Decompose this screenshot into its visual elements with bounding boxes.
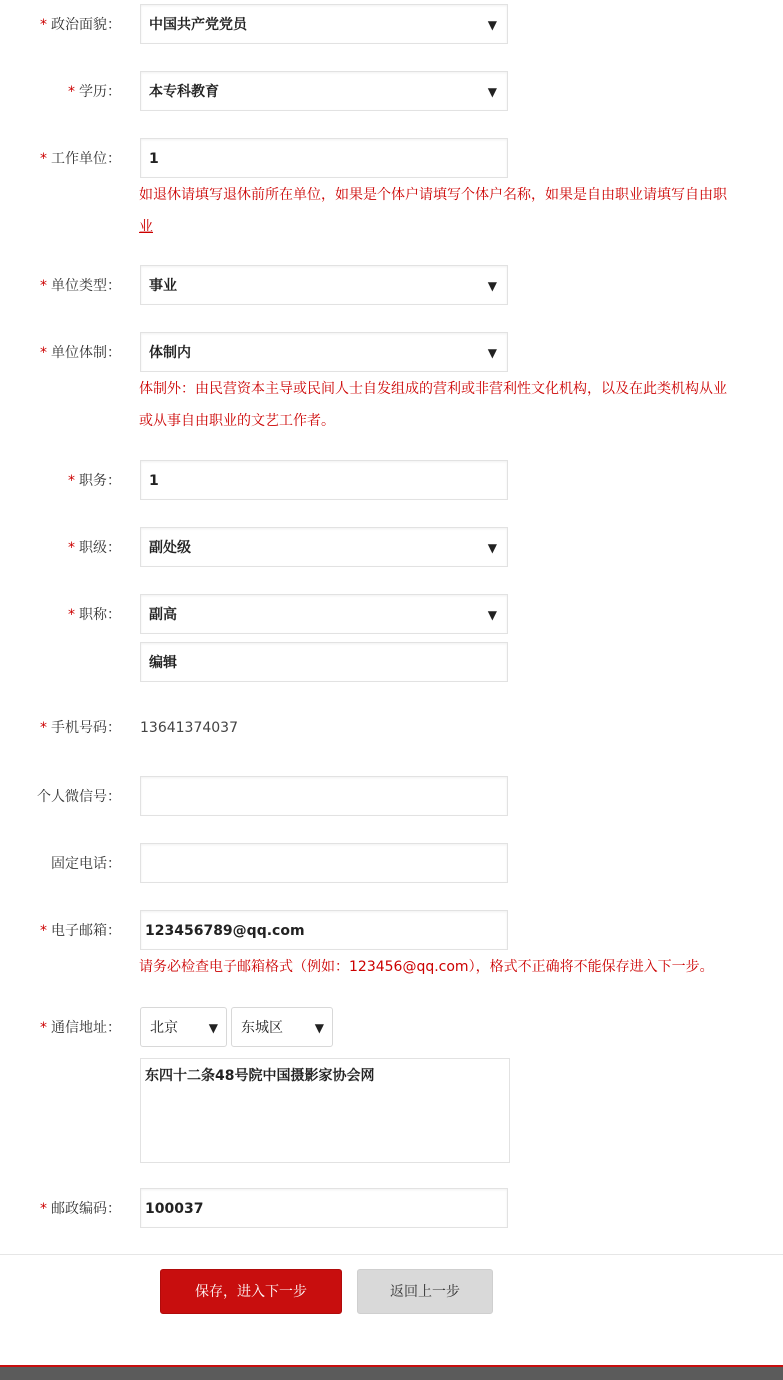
required-mark: * [40,17,47,33]
dropdown-arrow-icon: ▼ [487,85,497,99]
landline-label: 固定电话： [51,856,121,872]
dropdown-arrow-icon: ▼ [487,18,497,32]
footer-bar [0,1365,783,1380]
position-input[interactable]: 1 [140,460,508,500]
rank-label: * 职级： [68,540,121,556]
education-select[interactable]: 本专科教育 ▼ [140,71,508,111]
rank-select[interactable]: 副处级 ▼ [140,527,508,567]
title-select[interactable]: 副高 ▼ [140,594,508,634]
back-button[interactable]: 返回上一步 [357,1269,493,1314]
email-hint: 请务必检查电子邮箱格式（例如：123456@qq.com），格式不正确将不能保存进入下一步。 [139,959,714,975]
postcode-label: * 邮政编码： [40,1201,121,1217]
district-select[interactable]: 东城区 ▼ [231,1007,333,1047]
political-label: * 政治面貌： [40,17,121,33]
email-input[interactable]: 123456789@qq.com [140,910,508,950]
mobile-value: 13641374037 [140,720,238,736]
dropdown-arrow-icon: ▼ [487,279,497,293]
education-label: * 学历： [68,84,121,100]
title-label: * 职称： [68,607,121,623]
political-select[interactable]: 中国共产党党员 ▼ [140,4,508,44]
wechat-input[interactable] [140,776,508,816]
dropdown-arrow-icon: ▼ [314,1021,324,1035]
divider [0,1254,783,1255]
workplace-hint: 如退休请填写退休前所在单位，如果是个体户请填写个体户名称，如果是自由职业请填写自由职 业 [139,187,727,235]
unit-system-label: * 单位体制： [40,345,121,361]
position-label: * 职务： [68,473,121,489]
address-label: * 通信地址： [40,1020,121,1036]
postcode-input[interactable]: 100037 [140,1188,508,1228]
unit-system-select[interactable]: 体制内 ▼ [140,332,508,372]
address-detail-textarea[interactable]: 东四十二条48号院中国摄影家协会网 [140,1058,510,1163]
dropdown-arrow-icon: ▼ [487,608,497,622]
unit-type-label: * 单位类型： [40,278,121,294]
email-label: * 电子邮箱： [40,923,121,939]
unit-type-select[interactable]: 事业 ▼ [140,265,508,305]
workplace-input[interactable]: 1 [140,138,508,178]
dropdown-arrow-icon: ▼ [487,346,497,360]
dropdown-arrow-icon: ▼ [208,1021,218,1035]
save-next-button[interactable]: 保存，进入下一步 [160,1269,342,1314]
mobile-label: * 手机号码： [40,720,121,736]
landline-input[interactable] [140,843,508,883]
workplace-label: * 工作单位： [40,151,121,167]
unit-system-hint: 体制外：由民营资本主导或民间人士自发组成的营利或非营利性文化机构，以及在此类机构从业 或从事自由职业的文艺工作者。 [139,381,727,429]
title-detail-input[interactable]: 编辑 [140,642,508,682]
dropdown-arrow-icon: ▼ [487,541,497,555]
wechat-label: 个人微信号： [37,789,121,805]
province-select[interactable]: 北京 ▼ [140,1007,227,1047]
